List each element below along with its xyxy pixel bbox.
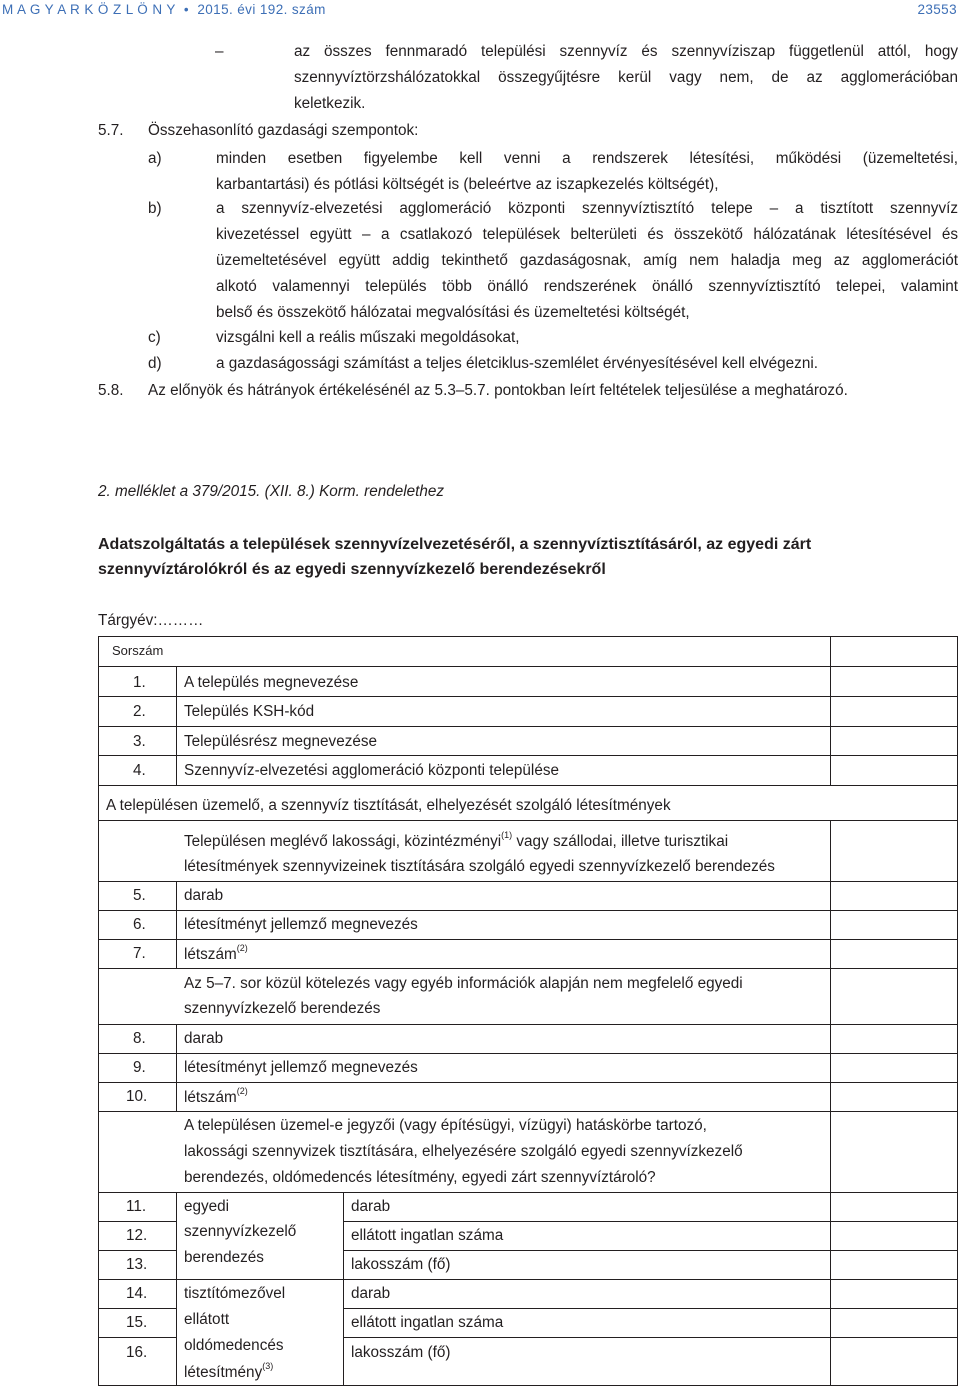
group-3-line-1: A településen üzemel-e jegyzői (vagy építésügyi, vízügyi) hatáskörbe tartozó, [184, 1117, 707, 1134]
row-4-number: 4. [133, 762, 146, 779]
group-1-line-1 [184, 832, 728, 851]
group-2-line-1: Az 5–7. sor közül kötelezés vagy egyéb információk alapján nem megfelelő egyedi [184, 975, 743, 992]
row-14-number: 14. [126, 1285, 148, 1302]
group-2-line-2: szennyvízkezelő berendezés [184, 1000, 381, 1017]
targyev: Tárgyév:……… [98, 612, 204, 629]
section-5-7-number: 5.7. [98, 122, 124, 139]
block-1-label-line-3: berendezés [184, 1249, 264, 1266]
block-1-label-line-2: szennyvízkezelő [184, 1223, 297, 1240]
annex-title-line-2: szennyvíztárolókról és az egyedi szennyvízkezelő berendezésekről [98, 561, 606, 578]
row-15-label: ellátott ingatlan száma [351, 1314, 504, 1331]
group-1-line-2: létesítmények szennyvizeinek tisztítására szolgáló egyedi szennyvízkezelő berendezés [184, 858, 775, 875]
row-4-label: Szennyvíz-elvezetési agglomeráció központi települése [184, 762, 559, 779]
section-5-7-title: Összehasonlító gazdasági szempontok: [148, 122, 419, 139]
row-6-number: 6. [133, 916, 146, 933]
intro-line-1: az összes fennmaradó települési szennyvíz és szennyvíziszap függetlenül attól, hogy [294, 43, 958, 60]
item-c-label: c) [148, 329, 161, 346]
row-6-label: létesítményt jellemző megnevezés [184, 916, 418, 933]
row-7-text: létszám [184, 946, 237, 964]
row-9-number: 9. [133, 1059, 146, 1076]
row-2-label: Település KSH-kód [184, 703, 315, 720]
block-2-label-line-3: oldómedencés [184, 1337, 284, 1354]
footnote-2-marker: (2) [236, 943, 248, 953]
annex-title-line-1: Adatszolgáltatás a települések szennyvízelvezetéséről, a szennyvíztisztításáról, az egyedi zárt [98, 536, 812, 553]
intro-dash: – [215, 43, 224, 60]
row-10-number: 10. [126, 1088, 148, 1105]
journal-title [2, 2, 326, 17]
row-12-label: ellátott ingatlan száma [351, 1227, 504, 1244]
page-number: 23553 [917, 2, 957, 17]
block-1-label-line-1: egyedi [184, 1198, 230, 1215]
item-a-line-1: minden esetben figyelembe kell venni a rendszerek létesítési, működési (üzemeltetési, [216, 150, 958, 167]
row-2-number: 2. [133, 703, 146, 720]
row-5-number: 5. [133, 887, 146, 904]
group-3-line-3: berendezés, oldómedencés létesítmény, egyedi zárt szennyvíztároló? [184, 1169, 656, 1186]
item-b-label: b) [148, 200, 162, 217]
row-9-label: létesítményt jellemző megnevezés [184, 1059, 418, 1076]
block-2-label-text: létesítmény [184, 1364, 263, 1382]
item-b-line-4: alkotó valamennyi település több önálló rendszerének önálló szennyvíztisztító telepei, valamint [216, 278, 958, 295]
item-b-line-1: a szennyvíz-elvezetési agglomeráció központi szennyvíztisztító telepe – a tisztított szennyvíz [216, 200, 958, 217]
item-b-line-2: kivezetéssel együtt – a csatlakozó települések belterületi és összekötő hálózatának létesítésével és [216, 226, 958, 243]
row-11-label: darab [351, 1198, 391, 1215]
row-10-text: létszám [184, 1089, 237, 1107]
row-8-number: 8. [133, 1030, 146, 1047]
row-13-number: 13. [126, 1256, 148, 1273]
group-1-line-1b: vagy szállodai, illetve turisztikai [512, 833, 729, 851]
group-1-line-1a: Településen meglévő lakossági, közintézményi [184, 833, 502, 851]
section-heading: A településen üzemelő, a szennyvíz tisztítását, elhelyezését szolgáló létesítmények [106, 797, 671, 814]
row-16-label: lakosszám (fő) [351, 1344, 451, 1361]
row-13-label: lakosszám (fő) [351, 1256, 451, 1273]
footnote-3-marker: (3) [262, 1361, 274, 1371]
row-12-number: 12. [126, 1227, 148, 1244]
item-a-line-2: karbantartási) és pótlási költségét is (beleértve az iszapkezelés költségét), [216, 176, 719, 193]
footnote-1-marker: (1) [501, 830, 513, 840]
block-2-label-line-1: tisztítómezővel [184, 1285, 286, 1302]
header-bullet: • [183, 2, 190, 17]
row-1-label: A település megnevezése [184, 674, 359, 691]
annex-label: 2. melléklet a 379/2015. (XII. 8.) Korm. rendelethez [98, 483, 445, 500]
section-5-8-number: 5.8. [98, 382, 124, 399]
row-11-number: 11. [126, 1198, 147, 1215]
row-7-number: 7. [133, 945, 146, 962]
section-5-8-text: Az előnyök és hátrányok értékelésénél az 5.3–5.7. pontokban leírt feltételek teljesülése a meghatározó. [148, 382, 848, 399]
block-2-label-line-4 [184, 1363, 273, 1382]
journal-name: M A G Y A R K Ö Z L Ö N Y [2, 2, 176, 17]
group-3-line-2: lakossági szennyvizek tisztítására, elhelyezésére szolgáló egyedi szennyvízkezelő [184, 1143, 743, 1160]
footnote-2-marker-b: (2) [236, 1086, 248, 1096]
row-3-label: Településrész megnevezése [184, 733, 378, 750]
item-b-line-5: belső és összekötő hálózatai megvalósítási és üzemeltetési költségét, [216, 304, 690, 321]
item-b-line-3: üzemeltetésével együtt addig tekinthető gazdaságosnak, amíg nem haladja meg az agglomerációt [216, 252, 958, 269]
item-a-label: a) [148, 150, 162, 167]
row-15-number: 15. [126, 1314, 148, 1331]
row-8-label: darab [184, 1030, 224, 1047]
item-d-line-1: a gazdaságossági számítást a teljes életciklus-szemlélet érvényesítésével kell elvégezni. [216, 355, 818, 372]
row-1-number: 1. [133, 674, 146, 691]
intro-line-3: keletkezik. [294, 95, 366, 112]
row-3-number: 3. [133, 733, 146, 750]
intro-line-2: szennyvíztörzshálózatokkal összegyűjtésre kerül vagy nem, de az agglomerációban [294, 69, 958, 86]
row-7-label [184, 945, 248, 964]
row-14-label: darab [351, 1285, 391, 1302]
row-5-label: darab [184, 887, 224, 904]
row-16-number: 16. [126, 1344, 148, 1361]
item-d-label: d) [148, 355, 162, 372]
row-10-label [184, 1088, 248, 1107]
item-c-line-1: vizsgálni kell a reális műszaki megoldásokat, [216, 329, 520, 346]
block-2-label-line-2: ellátott [184, 1311, 230, 1328]
issue-label: 2015. évi 192. szám [197, 2, 326, 17]
sorszam-header: Sorszám [112, 643, 164, 658]
